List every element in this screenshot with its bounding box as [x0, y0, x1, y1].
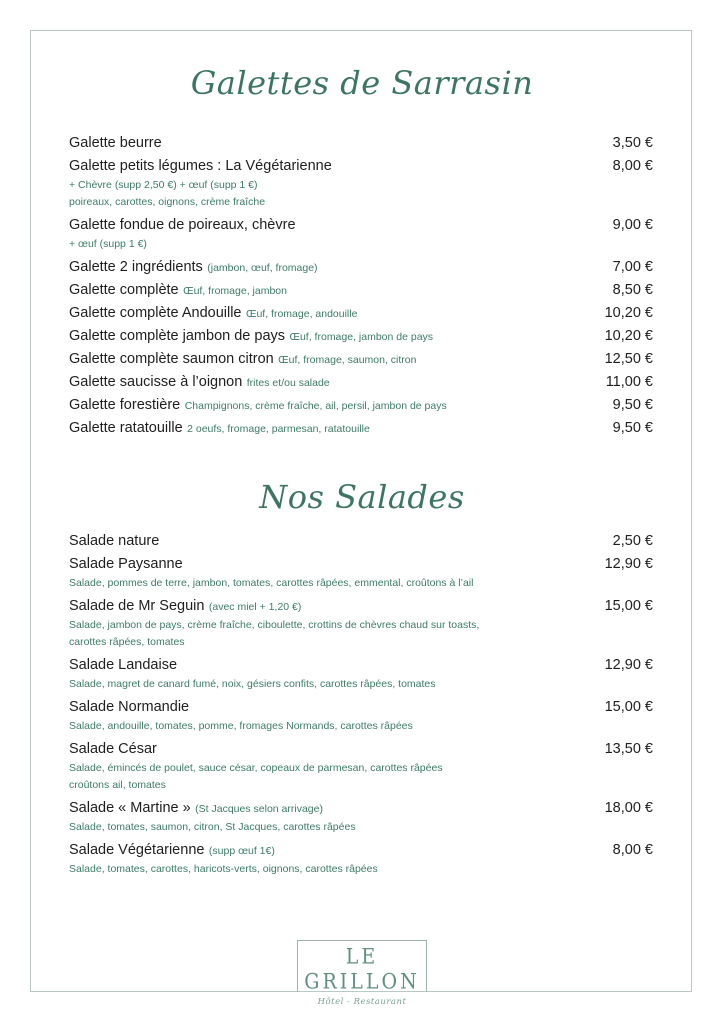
menu-item-title: [69, 396, 447, 414]
menu-item: [69, 134, 653, 152]
menu-item: [69, 799, 653, 836]
menu-item: [69, 216, 653, 253]
item-description: [69, 718, 539, 735]
galettes-list: [69, 134, 653, 442]
menu-item-title: [69, 281, 287, 299]
menu-item-line: [69, 597, 653, 615]
menu-item: [69, 555, 653, 592]
menu-item-title: [69, 597, 301, 615]
menu-item-title: [69, 327, 433, 345]
item-name: Salade Végétarienne: [69, 842, 205, 858]
item-note: (avec miel + 1,20 €): [208, 601, 302, 613]
menu-item-line: [69, 532, 653, 550]
menu-item-title: [69, 258, 318, 276]
item-price: 9,00 €: [612, 217, 653, 233]
item-description-line: Salade, tomates, carottes, haricots-verts, oignons, carottes râpées: [69, 863, 378, 875]
menu-item: [69, 157, 653, 211]
menu-item-title: [69, 698, 189, 716]
item-name: Galette complète Andouille: [69, 305, 242, 321]
item-price: 8,00 €: [612, 158, 653, 174]
item-note: frites et/ou salade: [246, 377, 330, 389]
logo-name: LE GRILLON: [304, 943, 420, 995]
item-note: Œuf, fromage, andouille: [245, 308, 358, 320]
item-price: 11,00 €: [605, 374, 653, 390]
menu-item-line: [69, 555, 653, 573]
item-description: [69, 575, 539, 592]
logo-subtitle: Hôtel - Restaurant: [317, 997, 407, 1007]
menu-item-line: [69, 134, 653, 152]
menu-item-line: [69, 327, 653, 345]
item-price: 7,00 €: [612, 259, 653, 275]
item-description-line: Salade, magret de canard fumé, noix, gésiers confits, carottes râpées, tomates: [69, 678, 436, 690]
item-name: Galette beurre: [69, 135, 162, 151]
menu-item-title: [69, 373, 330, 391]
menu-item-title: [69, 134, 162, 152]
menu-item-line: [69, 350, 653, 368]
item-price: 3,50 €: [612, 135, 653, 151]
menu-item-title: [69, 350, 416, 368]
item-price: 8,00 €: [612, 842, 653, 858]
item-note: Œuf, fromage, jambon: [183, 285, 287, 297]
item-description: [69, 617, 539, 651]
menu-item-title: [69, 532, 159, 550]
item-price: 12,50 €: [604, 351, 653, 367]
menu-item: [69, 281, 653, 299]
item-price: 10,20 €: [604, 305, 653, 321]
item-description-line: carottes râpées, tomates: [69, 636, 185, 648]
menu-item: [69, 327, 653, 345]
item-description: [69, 676, 539, 693]
item-name: Galette forestière: [69, 397, 181, 413]
menu-item: [69, 841, 653, 878]
item-description-line: croûtons ail, tomates: [69, 779, 166, 791]
menu-item: [69, 258, 653, 276]
menu-item-title: [69, 304, 357, 322]
menu-item-line: [69, 396, 653, 414]
menu-item-line: [69, 799, 653, 817]
menu-item-line: [69, 304, 653, 322]
item-name: Salade « Martine »: [69, 800, 191, 816]
menu-item-title: [69, 157, 332, 175]
item-note: 2 oeufs, fromage, parmesan, ratatouille: [187, 423, 370, 435]
item-name: Galette 2 ingrédients: [69, 259, 203, 275]
item-description-line: Salade, émincés de poulet, sauce césar, copeaux de parmesan, carottes râpées: [69, 762, 443, 774]
menu-item: [69, 304, 653, 322]
item-price: 13,50 €: [604, 741, 653, 757]
item-description: [69, 819, 539, 836]
item-price: 9,50 €: [612, 420, 653, 436]
item-description-line: Salade, pommes de terre, jambon, tomates, carottes râpées, emmental, croûtons à l’ail: [69, 577, 474, 589]
item-price: 9,50 €: [612, 397, 653, 413]
item-description: [69, 861, 539, 878]
menu-item-line: [69, 419, 653, 437]
logo: [297, 940, 427, 1007]
item-name: Salade César: [69, 741, 157, 757]
item-name: Galette petits légumes : La Végétarienne: [69, 158, 332, 174]
menu-item-line: [69, 216, 653, 234]
item-price: 12,90 €: [604, 657, 653, 673]
menu-item-line: [69, 157, 653, 175]
item-name: Salade Normandie: [69, 699, 190, 715]
menu-item-title: [69, 555, 183, 573]
item-note: Œuf, fromage, jambon de pays: [289, 331, 434, 343]
item-name: Salade de Mr Seguin: [69, 598, 205, 614]
menu-item-line: [69, 281, 653, 299]
menu-item-title: [69, 216, 296, 234]
item-name: Salade Landaise: [69, 657, 178, 673]
item-description-line: poireaux, carottes, oignons, crème fraîche: [69, 196, 266, 208]
menu-item-line: [69, 373, 653, 391]
item-description-line: + Chèvre (supp 2,50 €) + œuf (supp 1 €): [69, 179, 258, 191]
menu-item: [69, 532, 653, 550]
item-description-line: Salade, andouille, tomates, pomme, fromages Normands, carottes râpées: [69, 720, 413, 732]
item-note: (supp œuf 1€): [208, 845, 275, 857]
salades-title: Nos Salades: [259, 478, 465, 516]
menu-item: [69, 396, 653, 414]
item-note: Œuf, fromage, saumon, citron: [278, 354, 417, 366]
item-name: Salade nature: [69, 533, 160, 549]
item-name: Galette ratatouille: [69, 420, 183, 436]
menu-item: [69, 373, 653, 391]
menu-item: [69, 419, 653, 437]
menu-item-title: [69, 419, 370, 437]
menu-item: [69, 698, 653, 735]
menu-item-line: [69, 698, 653, 716]
item-description: [69, 760, 539, 794]
item-price: 10,20 €: [604, 328, 653, 344]
menu-item: [69, 597, 653, 651]
menu-item-line: [69, 656, 653, 674]
item-price: 12,90 €: [604, 556, 653, 572]
menu-item: [69, 740, 653, 794]
menu-item: [69, 656, 653, 693]
item-price: 15,00 €: [604, 598, 653, 614]
item-name: Galette fondue de poireaux, chèvre: [69, 217, 296, 233]
menu-item-title: [69, 841, 275, 859]
menu-item-line: [69, 841, 653, 859]
item-name: Galette complète saumon citron: [69, 351, 274, 367]
item-note: (jambon, œuf, fromage): [207, 262, 318, 274]
item-name: Galette complète jambon de pays: [69, 328, 286, 344]
item-price: 15,00 €: [604, 699, 653, 715]
item-description: [69, 177, 539, 211]
menu-item-title: [69, 740, 157, 758]
item-name: Galette saucisse à l’oignon: [69, 374, 243, 390]
galettes-title: Galettes de Sarrasin: [190, 64, 534, 102]
item-name: Salade Paysanne: [69, 556, 183, 572]
item-price: 8,50 €: [612, 282, 653, 298]
menu-item-line: [69, 258, 653, 276]
item-price: 18,00 €: [604, 800, 653, 816]
salades-list: [69, 532, 653, 883]
item-note: Champignons, crème fraîche, ail, persil, jambon de pays: [184, 400, 447, 412]
item-name: Galette complète: [69, 282, 179, 298]
item-price: 2,50 €: [612, 533, 653, 549]
item-description-line: + œuf (supp 1 €): [69, 238, 147, 250]
menu-item-line: [69, 740, 653, 758]
menu-item-title: [69, 656, 177, 674]
item-description-line: Salade, tomates, saumon, citron, St Jacques, carottes râpées: [69, 821, 356, 833]
item-note: (St Jacques selon arrivage): [195, 803, 323, 815]
menu-item-title: [69, 799, 323, 817]
menu-item: [69, 350, 653, 368]
item-description-line: Salade, jambon de pays, crème fraîche, ciboulette, crottins de chèvres chaud sur toasts,: [69, 619, 480, 631]
item-description: [69, 236, 539, 253]
